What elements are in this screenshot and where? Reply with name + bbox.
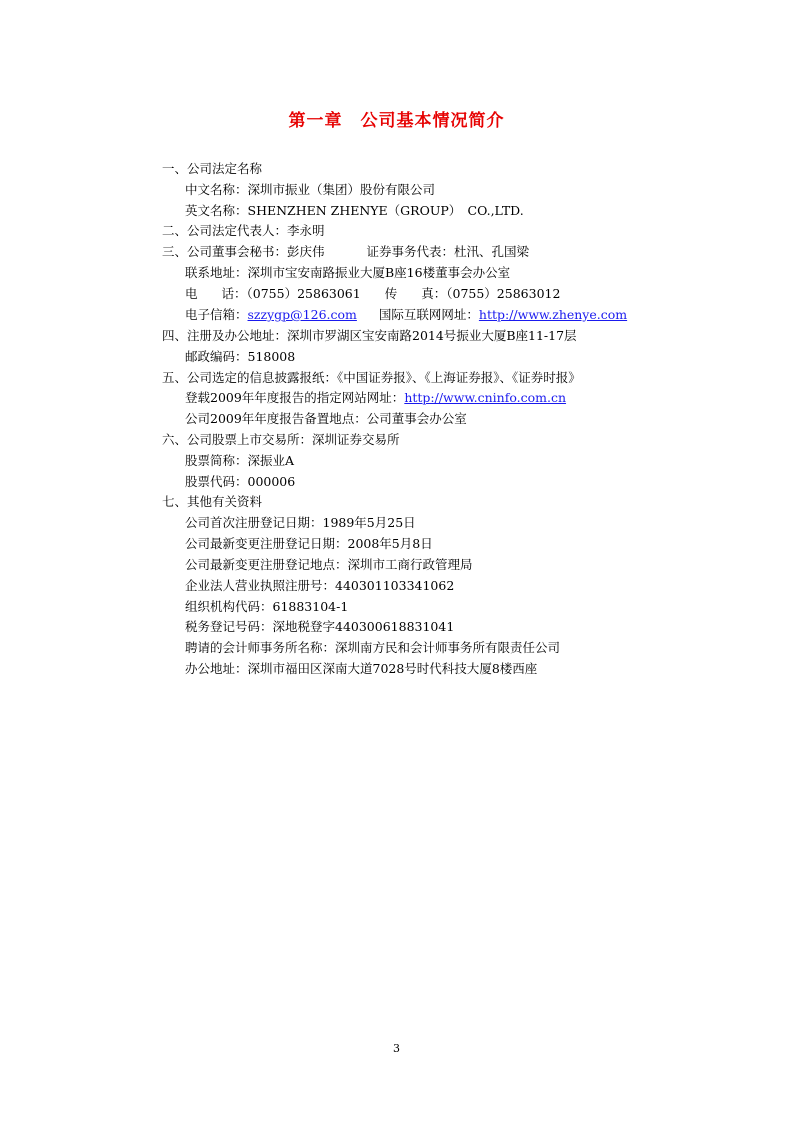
registered-address: 四、注册及办公地址：深圳市罗湖区宝安南路2014号振业大厦B座11-17层: [162, 328, 577, 343]
stock-abbr: 股票简称：深振业A: [185, 453, 295, 468]
list-item: 公司最新变更注册登记日期：2008年5月8日: [185, 536, 433, 551]
stock-exchange: 六、公司股票上市交易所：深圳证券交易所: [162, 432, 400, 447]
phone-fax-row: 电 话：（0755）25863061 传 真：（0755）25863012: [185, 286, 561, 301]
section-7-heading: 七、其他有关资料: [162, 494, 263, 509]
report-place: 公司2009年年度报告备置地点：公司董事会办公室: [185, 411, 467, 426]
contact-address: 联系地址：深圳市宝安南路振业大厦B座16楼董事会办公室: [185, 265, 511, 280]
list-item: 公司最新变更注册登记地点：深圳市工商行政管理局: [185, 557, 473, 572]
list-item: 组织机构代码：61883104-1: [185, 599, 349, 614]
list-item: 聘请的会计师事务所名称：深圳南方民和会计师事务所有限责任公司: [185, 640, 561, 655]
page-number: 3: [393, 1042, 400, 1055]
phone-number: （0755）25863061: [246, 286, 361, 301]
report-website-label: 登载2009年年度报告的指定网站网址：: [185, 390, 405, 405]
report-website-row: [185, 387, 566, 408]
website-label: 国际互联网网址：: [378, 307, 479, 322]
report-website-link[interactable]: http://www.cninfo.com.cn: [404, 390, 567, 405]
email-link[interactable]: szzygp@126.com: [247, 307, 357, 322]
postcode: 邮政编码：518008: [185, 349, 296, 364]
list-item: 税务登记号码：深地税登字440300618831041: [185, 619, 455, 634]
section-1-heading: 一、公司法定名称: [162, 161, 263, 176]
email-label: 电子信箱：: [185, 307, 248, 322]
fax-number: （0755）25863012: [446, 286, 561, 301]
phone-label: 话：: [221, 286, 247, 301]
email-web-row: [185, 304, 627, 325]
disclosure-newspapers: 五、公司选定的信息披露报纸：《中国证券报》、《上海证券报》、《证券时报》: [162, 370, 581, 385]
board-secretary-row: [162, 241, 529, 262]
english-name: 英文名称：SHENZHEN ZHENYE（GROUP） CO.,LTD.: [185, 203, 524, 218]
list-item: 企业法人营业执照注册号：440301103341062: [185, 578, 455, 593]
securities-rep: 证券事务代表：杜汛、孔国梁: [366, 244, 530, 259]
board-secretary: 三、公司董事会秘书：彭庆伟: [162, 244, 325, 259]
chinese-name: 中文名称：深圳市振业（集团）股份有限公司: [185, 182, 436, 197]
fax-label: 真：: [421, 286, 447, 301]
stock-code: 股票代码：000006: [185, 474, 296, 489]
list-item: 公司首次注册登记日期：1989年5月25日: [185, 515, 416, 530]
website-link[interactable]: http://www.zhenye.com: [478, 307, 628, 322]
page-title: 第一章 公司基本情况简介: [288, 111, 505, 131]
legal-representative: 二、公司法定代表人：李永明: [162, 223, 325, 238]
list-item: 办公地址：深圳市福田区深南大道7028号时代科技大厦8楼西座: [185, 661, 538, 676]
